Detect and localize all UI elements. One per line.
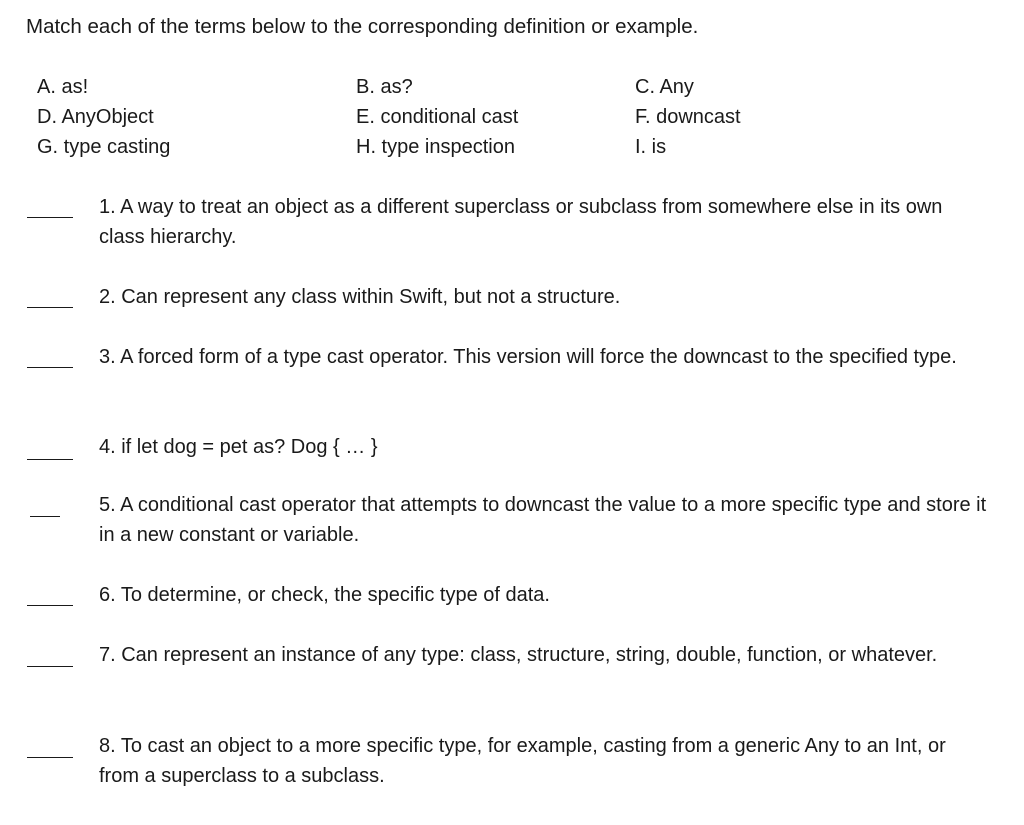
- term-c: C. Any: [635, 76, 694, 98]
- answer-blank-6[interactable]: [27, 605, 73, 606]
- question-2-text: 2. Can represent any class within Swift, but not a structure.: [99, 286, 621, 308]
- answer-blank-7[interactable]: [27, 666, 73, 667]
- term-i: I. is: [635, 136, 667, 158]
- answer-blank-5[interactable]: [30, 516, 60, 517]
- question-3-text: 3. A forced form of a type cast operator. This version will force the downcast to the specified type.: [99, 346, 957, 368]
- instruction-text: Match each of the terms below to the corresponding definition or example.: [26, 15, 699, 38]
- term-g: G. type casting: [37, 136, 171, 158]
- answer-blank-1[interactable]: [27, 217, 73, 218]
- answer-blank-3[interactable]: [27, 367, 73, 368]
- question-8-text: 8. To cast an object to a more specific type, for example, casting from a generic Any to an Int, or from a superclass to a subclass.: [99, 735, 946, 787]
- question-1-text: 1. A way to treat an object as a different superclass or subclass from somewhere else in its own class hierarchy.: [99, 196, 943, 248]
- question-6-text: 6. To determine, or check, the specific type of data.: [99, 584, 550, 606]
- term-e: E. conditional cast: [356, 106, 519, 128]
- terms-list: [37, 72, 997, 162]
- question-4-text: 4. if let dog = pet as? Dog { … }: [99, 436, 378, 458]
- term-b: B. as?: [356, 76, 413, 98]
- answer-blank-8[interactable]: [27, 757, 73, 758]
- term-a: A. as!: [37, 76, 89, 98]
- terms-row: [37, 72, 997, 102]
- term-h: H. type inspection: [356, 136, 515, 158]
- answer-blank-4[interactable]: [27, 459, 73, 460]
- term-d: D. AnyObject: [37, 106, 154, 128]
- question-7-text: 7. Can represent an instance of any type: class, structure, string, double, function, or whatever.: [99, 644, 938, 666]
- answer-blank-2[interactable]: [27, 307, 73, 308]
- terms-row: [37, 102, 997, 132]
- term-f: F. downcast: [635, 106, 741, 128]
- question-5-text: 5. A conditional cast operator that attempts to downcast the value to a more specific type and store it in a new constant or variable.: [99, 494, 987, 546]
- terms-row: [37, 132, 997, 162]
